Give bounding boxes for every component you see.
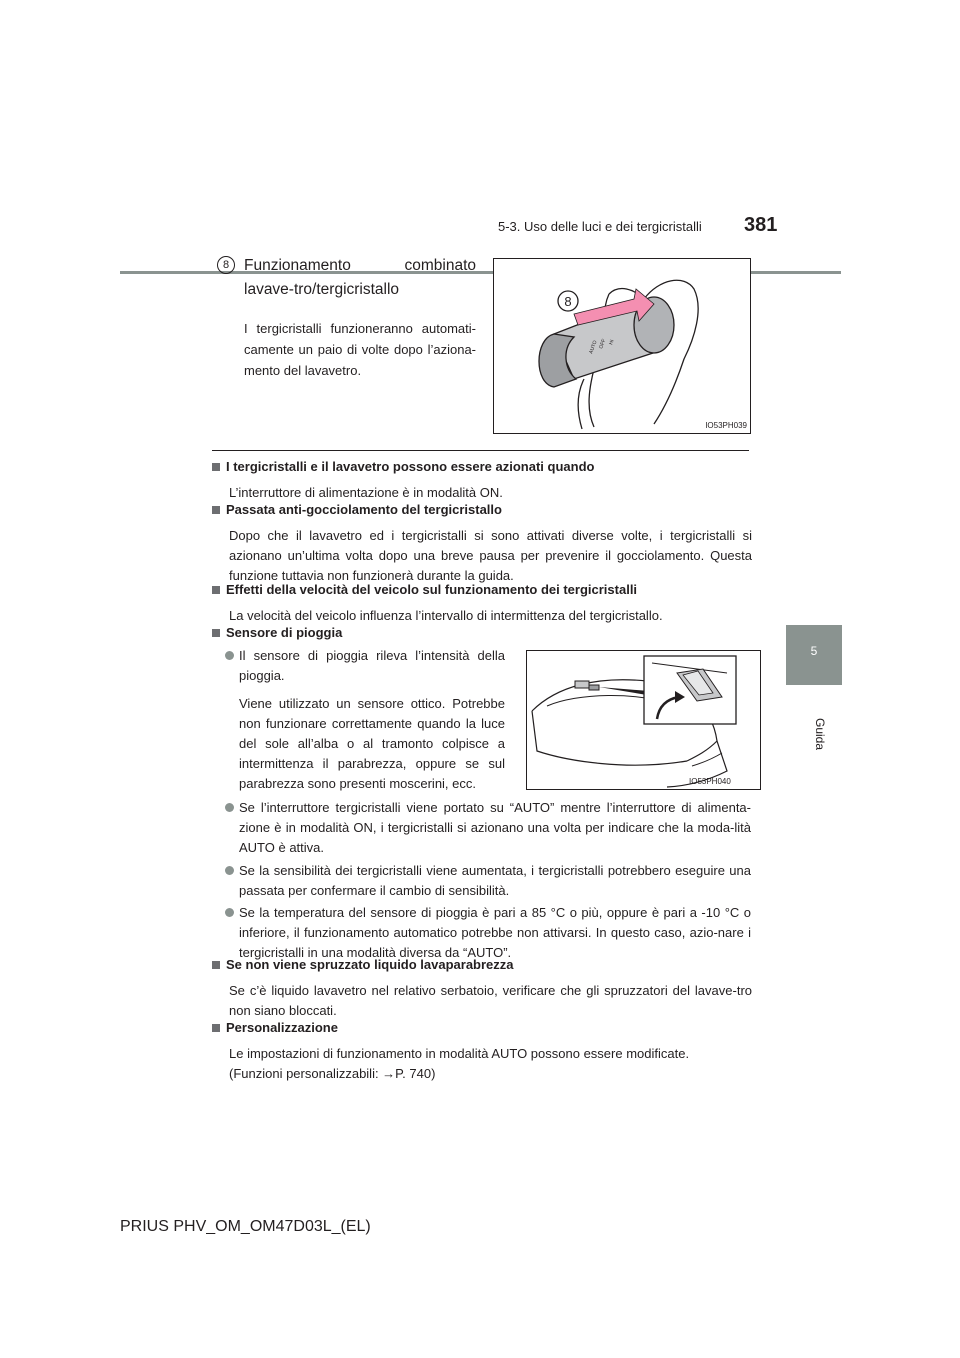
dial-label-off: OFF — [598, 338, 608, 350]
square-bullet-icon — [212, 1024, 220, 1032]
rain-sensor-figure — [526, 650, 761, 790]
note-customization — [212, 1018, 752, 1084]
note-heading: Passata anti-gocciolamento del tergicristallo — [226, 502, 502, 517]
chapter-label-wrap — [786, 715, 842, 765]
page-number: 381 — [744, 214, 778, 236]
square-bullet-icon — [212, 586, 220, 594]
document-code: PRIUS PHV_OM_OM47D03L_(EL) — [120, 1218, 371, 1235]
note-text: L’interruttore di alimentazione è in modalità ON. — [229, 485, 503, 500]
square-bullet-icon — [212, 463, 220, 471]
item-title: Funzionamento combinato lavave-tro/tergicristallo — [244, 257, 476, 298]
item-marker: 8 — [217, 256, 235, 274]
figure-code: IO53PH039 — [705, 421, 747, 430]
square-bullet-icon — [212, 961, 220, 969]
chapter-label: Guida — [813, 717, 827, 751]
rain-bullet-3-text: Se la sensibilità dei tergicristalli viene aumentata, i tergicristalli potrebbero eseguire una passata per confermare il cambio di sensibilità. — [239, 863, 751, 898]
chapter-number: 5 — [810, 644, 818, 658]
note-heading: Sensore di pioggia — [226, 625, 343, 640]
note-text: Le impostazioni di funzionamento in modalità AUTO possono essere modificate. — [229, 1046, 690, 1061]
note-speed-effect — [212, 580, 752, 626]
round-bullet-icon — [225, 651, 234, 660]
section-divider — [212, 450, 749, 451]
rain-sensor-illustration — [527, 651, 760, 789]
figure-code: IO53PH040 — [689, 777, 731, 786]
dial-label-hi: HI — [608, 338, 616, 346]
rain-bullet-2 — [229, 798, 751, 858]
note-rain-sensor — [212, 623, 752, 643]
note-crossref: (Funzioni personalizzabili: →P. 740) — [229, 1066, 436, 1081]
figure-marker: 8 — [564, 294, 572, 309]
wiper-lever-illustration — [494, 259, 750, 433]
section-title: 5-3. Uso delle luci e dei tergicristalli — [498, 219, 702, 234]
note-text: Dopo che il lavavetro ed i tergicristalli si sono attivati diverse volte, i tergicristalli si azionano un’ultima volta dopo una breve pausa per prevenire il gocciolamento. Questa funzione tuttavia non funzionerà durante la guida. — [229, 528, 752, 583]
square-bullet-icon — [212, 629, 220, 637]
rain-bullet-3 — [229, 861, 751, 901]
note-anti-drip — [212, 500, 752, 586]
round-bullet-icon — [225, 866, 234, 875]
note-text: La velocità del veicolo influenza l’intervallo di intermittenza del tergicristallo. — [229, 608, 663, 623]
item-body: I tergicristalli funzioneranno automati-camente un paio di volte dopo l’aziona-mento del lavavetro. — [244, 321, 476, 378]
rain-bullet-1 — [229, 646, 505, 794]
note-heading: Se non viene spruzzato liquido lavaparabrezza — [226, 957, 514, 972]
rain-bullet-1-line2: Viene utilizzato un sensore ottico. Potrebbe non funzionare correttamente quando la luce del sole all’alba o al tramonto colpisce a intermittenza il parabrezza, oppure se sul parabrezza sono presenti moscerini, ecc. — [239, 696, 505, 791]
note-heading: Personalizzazione — [226, 1020, 338, 1035]
rain-bullet-4 — [229, 903, 751, 963]
rain-bullet-1-line1: Il sensore di pioggia rileva l’intensità della pioggia. — [239, 648, 505, 683]
note-operate-when — [212, 457, 752, 503]
square-bullet-icon — [212, 506, 220, 514]
note-heading: Effetti della velocità del veicolo sul funzionamento dei tergicristalli — [226, 582, 638, 597]
wiper-lever-figure — [493, 258, 751, 434]
rain-bullet-2-text: Se l’interruttore tergicristalli viene portato su “AUTO” mentre l’interruttore di alimenta-zione è in modalità ON, i tergicristalli si azionano una volta per indicare che la moda-lità AUTO è attiva. — [239, 800, 751, 855]
rain-bullet-4-text: Se la temperatura del sensore di pioggia è pari a 85 °C o più, oppure è pari a -10 °C o inferiore, il funzionamento automatico potrebbe non attivarsi. In questo caso, azio-nare i tergicristalli in una modalità diversa da “AUTO”. — [239, 905, 751, 960]
dial-label-auto: AUTO — [588, 339, 599, 355]
round-bullet-icon — [225, 803, 234, 812]
round-bullet-icon — [225, 908, 234, 917]
note-heading: I tergicristalli e il lavavetro possono essere azionati quando — [226, 459, 595, 474]
note-text: Se c’è liquido lavavetro nel relativo serbatoio, verificare che gli spruzzatori del lavave-tro non siano bloccati. — [229, 983, 752, 1018]
note-no-fluid — [212, 955, 752, 1021]
